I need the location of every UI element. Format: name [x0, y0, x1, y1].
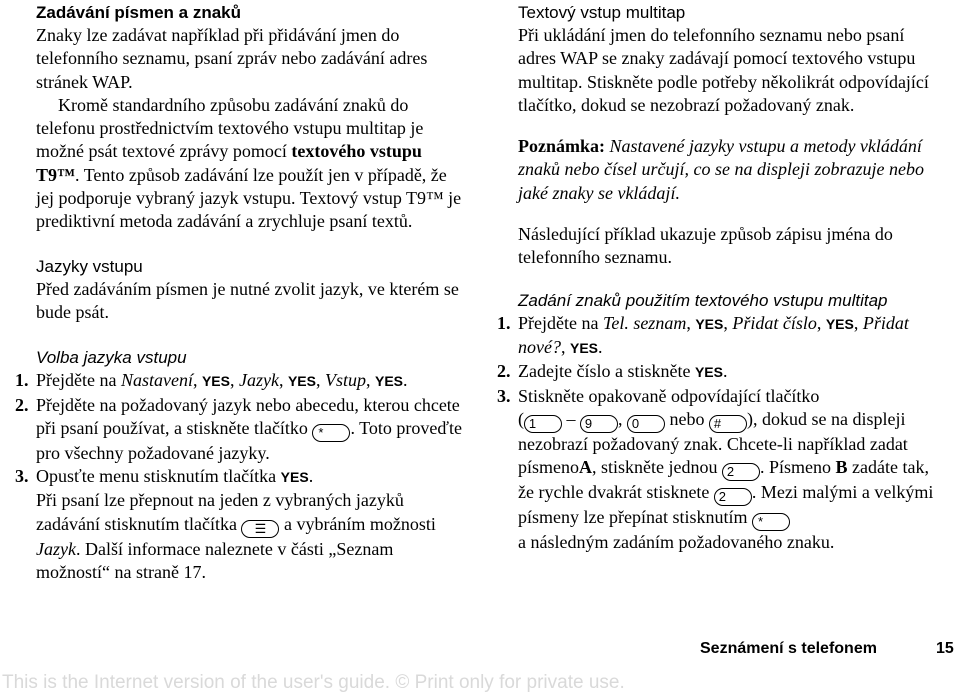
key-0-icon: 0 — [627, 415, 665, 433]
star-key-icon: * — [312, 424, 350, 442]
paragraph-switch-language — [36, 489, 466, 584]
text-run: Přejděte na — [36, 370, 121, 391]
step-number: 3. — [15, 466, 29, 487]
steps-list-language — [15, 369, 466, 489]
text-run: . Písmeno — [759, 457, 836, 478]
step-item: 3. Stiskněte opakovaně odpovídající tlačítko ( 1 – 9 , 0 nebo # ), dokud se na displeji nezobrazí požadovaný znak. Chcete-li například zadat písmenoA, stiskněte jednou 2 . Písmeno B zadáte tak, že rychle dvakrát stisknete 2 . Mezi malými a velkými písmeny lze přepínat stisknutím * a následným zadáním požadovaného znaku. — [497, 385, 934, 553]
menu-path: Jazyk — [36, 538, 76, 559]
text-run: ), dokud se na displeji nezobrazí požadovaný znak. Chcete-li například zadat písmeno — [518, 408, 908, 478]
menu-path: Přidat nové? — [518, 312, 909, 357]
star-key-icon: * — [752, 513, 790, 531]
right-column — [497, 0, 944, 554]
text-run: Přejděte na — [518, 312, 603, 333]
text-run: Opusťte menu stisknutím tlačítka — [36, 466, 281, 487]
steps-list-multitap — [497, 312, 944, 555]
yes-key-label: YES — [201, 373, 230, 390]
text-run: . Mezi malými a velkými písmeny lze přepínat stisknutím — [518, 482, 934, 528]
hash-key-icon: # — [709, 415, 747, 433]
menu-path: Vstup — [324, 370, 366, 391]
key-2-icon: 2 — [714, 488, 752, 506]
note-text: Nastavené jazyky vstupu a metody vkládání znaků nebo čísel určují, co se na displeji zobrazuje nebo jaké znaky se vkládají. — [518, 136, 924, 203]
paragraph-languages: Před zadáváním písmen je nutné zvolit jazyk, ve kterém se bude psát. — [36, 278, 459, 322]
text-run: Při psaní lze přepnout na jeden z vybraných jazyků zadávání stisknutím tlačítka — [36, 490, 404, 534]
text-run: a následným zadáním požadovaného znaku. — [518, 532, 835, 553]
text-run: – — [562, 408, 580, 429]
menu-path: Jazyk — [238, 370, 279, 391]
footer-section-title: Seznámení s telefonem — [700, 640, 877, 657]
text-run: , stiskněte jednou — [592, 457, 722, 478]
menu-path: Tel. seznam — [602, 312, 687, 333]
step-item: 1. Přejděte na Nastavení, YES, Jazyk, YES, Vstup, YES. — [36, 369, 466, 393]
yes-key-label: YES — [375, 373, 404, 390]
watermark-text: This is the Internet version of the user's guide. © Print only for private use. — [2, 672, 625, 693]
step-item: 3. Opusťte menu stisknutím tlačítka YES. — [36, 465, 466, 489]
text-run: Zadejte číslo a stiskněte — [518, 361, 695, 382]
step-number: 3. — [497, 385, 511, 406]
text-run: zadáte tak, že rychle dvakrát stisknete — [518, 457, 929, 503]
text-run: . Tento způsob zadávání lze použít jen v případě, že jej podporuje vybraný jazyk vstupu. Textový vstup T9™ je prediktivní metoda zadávání a zrychluje psaní textů. — [36, 164, 462, 232]
section-heading-languages: Jazyky vstupu — [36, 256, 143, 276]
yes-key-label: YES — [694, 364, 723, 381]
step-number: 2. — [497, 361, 511, 382]
menu-path: Přidat číslo — [732, 312, 817, 333]
page-number: 15 — [936, 640, 954, 657]
key-2-icon: 2 — [722, 463, 760, 481]
yes-key-label: YES — [569, 339, 598, 356]
key-1-icon: 1 — [524, 415, 562, 433]
text-run: Stiskněte opakovaně odpovídající tlačítko — [518, 385, 820, 406]
step-item: 2. Zadejte číslo a stiskněte YES. — [518, 360, 944, 384]
bold-letter: B — [835, 457, 848, 478]
menu-path: Nastavení — [120, 370, 193, 391]
section-heading-letters: Zadávání písmen a znaků — [36, 3, 242, 22]
left-column — [15, 0, 466, 584]
paragraph-multitap: Při ukládání jmen do telefonního seznamu nebo psaní adres WAP se znaky zadávají pomocí textového vstupu multitap. Stiskněte podle potřeby několikrát odpovídající tlačítko, dokud se nezobrazí požadovaný znak. — [518, 25, 929, 115]
yes-key-label: YES — [825, 315, 854, 332]
text-run: . Toto proveďte pro všechny požadované jazyky. — [36, 417, 462, 463]
paragraph-example: Následující příklad ukazuje způsob zápisu jména do telefonního seznamu. — [518, 224, 893, 268]
yes-key-label: YES — [695, 315, 724, 332]
step-number: 1. — [497, 312, 511, 333]
step-number: 1. — [15, 370, 29, 391]
text-run: Přejděte na požadovaný jazyk nebo abecedu, kterou chcete při psaní používat, a stiskněte tlačítko — [36, 394, 460, 438]
text-run: a vybráním možnosti — [279, 513, 436, 534]
step-item — [15, 394, 466, 466]
menu-key-icon: ☰ — [241, 520, 279, 538]
note-paragraph — [518, 135, 944, 205]
section-heading-select-language: Volba jazyka vstupu — [36, 348, 187, 368]
yes-key-label: YES — [280, 469, 309, 486]
text-run: Kromě standardního způsobu zadávání znaků do telefonu prostřednictvím textového vstupu multitap je možné psát textové zprávy pomocí — [36, 94, 424, 162]
yes-key-label: YES — [287, 373, 316, 390]
key-9-icon: 9 — [580, 415, 618, 433]
paragraph-t9 — [36, 94, 466, 234]
text-run: nebo — [665, 408, 709, 429]
bold-letter: A — [579, 457, 592, 478]
note-label: Poznámka: — [518, 136, 605, 157]
step-item: 1. Přejděte na Tel. seznam, YES, Přidat číslo, YES, Přidat nové?, YES. — [497, 312, 909, 357]
text-run: . Další informace naleznete v části „Seznam možností“ na straně 17. — [36, 538, 394, 583]
paragraph-intro: Znaky lze zadávat například při přidávání jmen do telefonního seznamu, psaní zpráv nebo zadávání adres stránek WAP. — [36, 25, 428, 92]
section-heading-multitap-entry: Zadání znaků použitím textového vstupu multitap — [518, 290, 888, 310]
section-heading-multitap: Textový vstup multitap — [518, 3, 686, 22]
step-number: 2. — [15, 394, 29, 415]
bold-run: textového vstupu T9™ — [36, 141, 422, 185]
